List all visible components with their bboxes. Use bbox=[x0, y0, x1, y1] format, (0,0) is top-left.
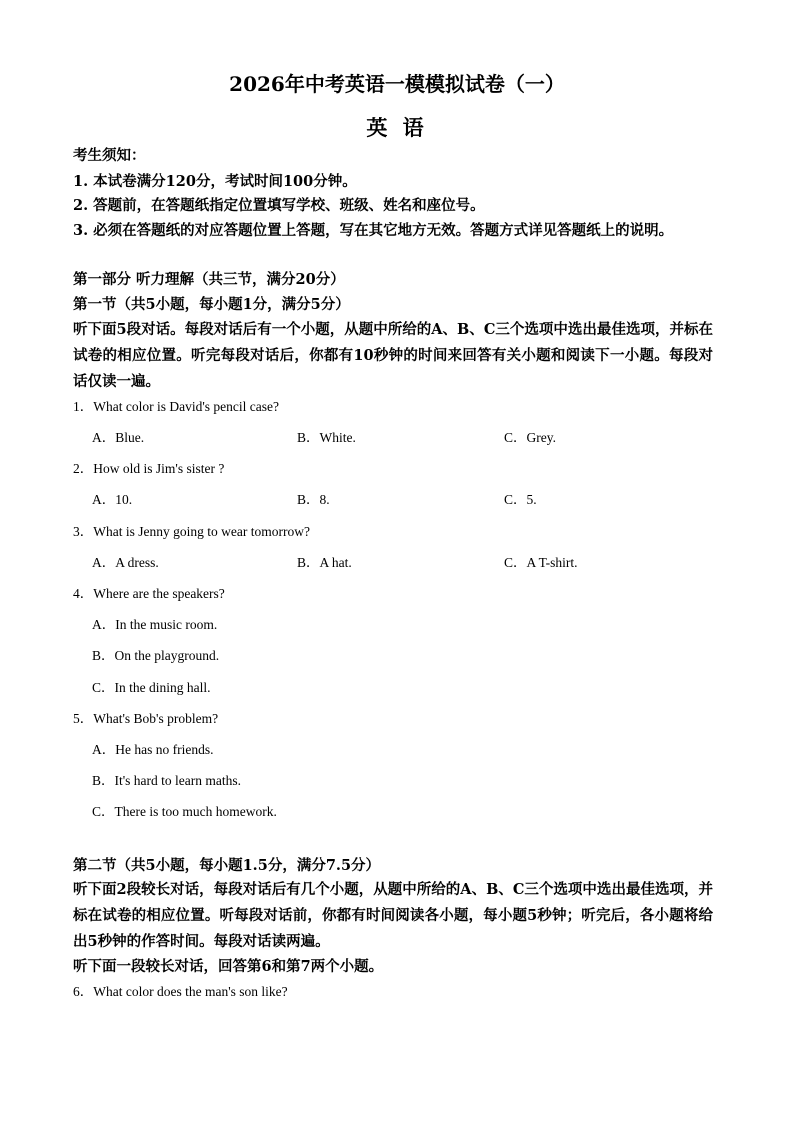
question-3-stem: 3．What is Jenny going to wear tomorrow? bbox=[73, 524, 310, 539]
question-4-option-c: C．In the dining hall. bbox=[92, 680, 211, 695]
part1-heading: 第一部分 听力理解（共三节，满分20分） bbox=[73, 271, 345, 288]
question-6-stem: 6．What color does the man's son like? bbox=[73, 984, 288, 999]
section2-sub-instruction: 听下面一段较长对话，回答第6和第7两个小题。 bbox=[73, 958, 384, 975]
question-4-option-b: B．On the playground. bbox=[92, 648, 220, 663]
question-5-option-a: A．He has no friends. bbox=[92, 742, 214, 757]
question-1-option-b: B．White. bbox=[297, 430, 356, 445]
question-2-option-b: B．8. bbox=[297, 492, 330, 507]
question-1-option-a: A．Blue. bbox=[92, 430, 145, 445]
subject-title: 英 语 bbox=[366, 115, 428, 140]
question-3-option-c: C．A T-shirt. bbox=[504, 555, 578, 570]
question-1-option-c: C．Grey. bbox=[504, 430, 556, 445]
section2-instructions: 听下面2段较长对话，每段对话后有几个小题，从题中所给的A、B、C三个选项中选出最佳选项，并标在试卷的相应位置。听每段对话前，你都有时间阅读各小题，每小题5秒钟；听完后，各小题将给出5秒钟的作答时间。每段对话读两遍。 bbox=[73, 881, 713, 950]
question-5-option-c: C．There is too much homework. bbox=[92, 804, 277, 819]
notice-item-1: 1. 本试卷满分120分，考试时间100分钟。 bbox=[73, 173, 357, 190]
question-3-option-a: A．A dress. bbox=[92, 555, 159, 570]
notice-item-2: 2. 答题前，在答题纸指定位置填写学校、班级、姓名和座位号。 bbox=[73, 197, 485, 214]
question-3-option-b: B．A hat. bbox=[297, 555, 352, 570]
question-2-option-a: A．10. bbox=[92, 492, 133, 507]
question-5-option-b: B．It's hard to learn maths. bbox=[92, 773, 242, 788]
question-4-stem: 4．Where are the speakers? bbox=[73, 586, 225, 601]
question-2-stem: 2．How old is Jim's sister ? bbox=[73, 461, 225, 476]
notice-heading: 考生须知： bbox=[73, 147, 146, 164]
exam-title: 2026年中考英语一模模拟试卷（一） bbox=[229, 72, 565, 96]
question-1-stem: 1．What color is David's pencil case? bbox=[73, 399, 279, 414]
question-5-stem: 5．What's Bob's problem? bbox=[73, 711, 219, 726]
section2-heading: 第二节（共5小题，每小题1.5分，满分7.5分） bbox=[73, 857, 381, 874]
section1-heading: 第一节（共5小题，每小题1分，满分5分） bbox=[73, 296, 350, 313]
notice-item-3: 3. 必须在答题纸的对应答题位置上答题，写在其它地方无效。答题方式详见答题纸上的说明。 bbox=[73, 222, 674, 239]
section1-instructions: 听下面5段对话。每段对话后有一个小题，从题中所给的A、B、C三个选项中选出最佳选项，并标在试卷的相应位置。听完每段对话后，你都有10秒钟的时间来回答有关小题和阅读下一小题。每段对话仅读一遍。 bbox=[73, 321, 713, 390]
question-4-option-a: A．In the music room. bbox=[92, 617, 218, 632]
question-2-option-c: C．5. bbox=[504, 492, 537, 507]
